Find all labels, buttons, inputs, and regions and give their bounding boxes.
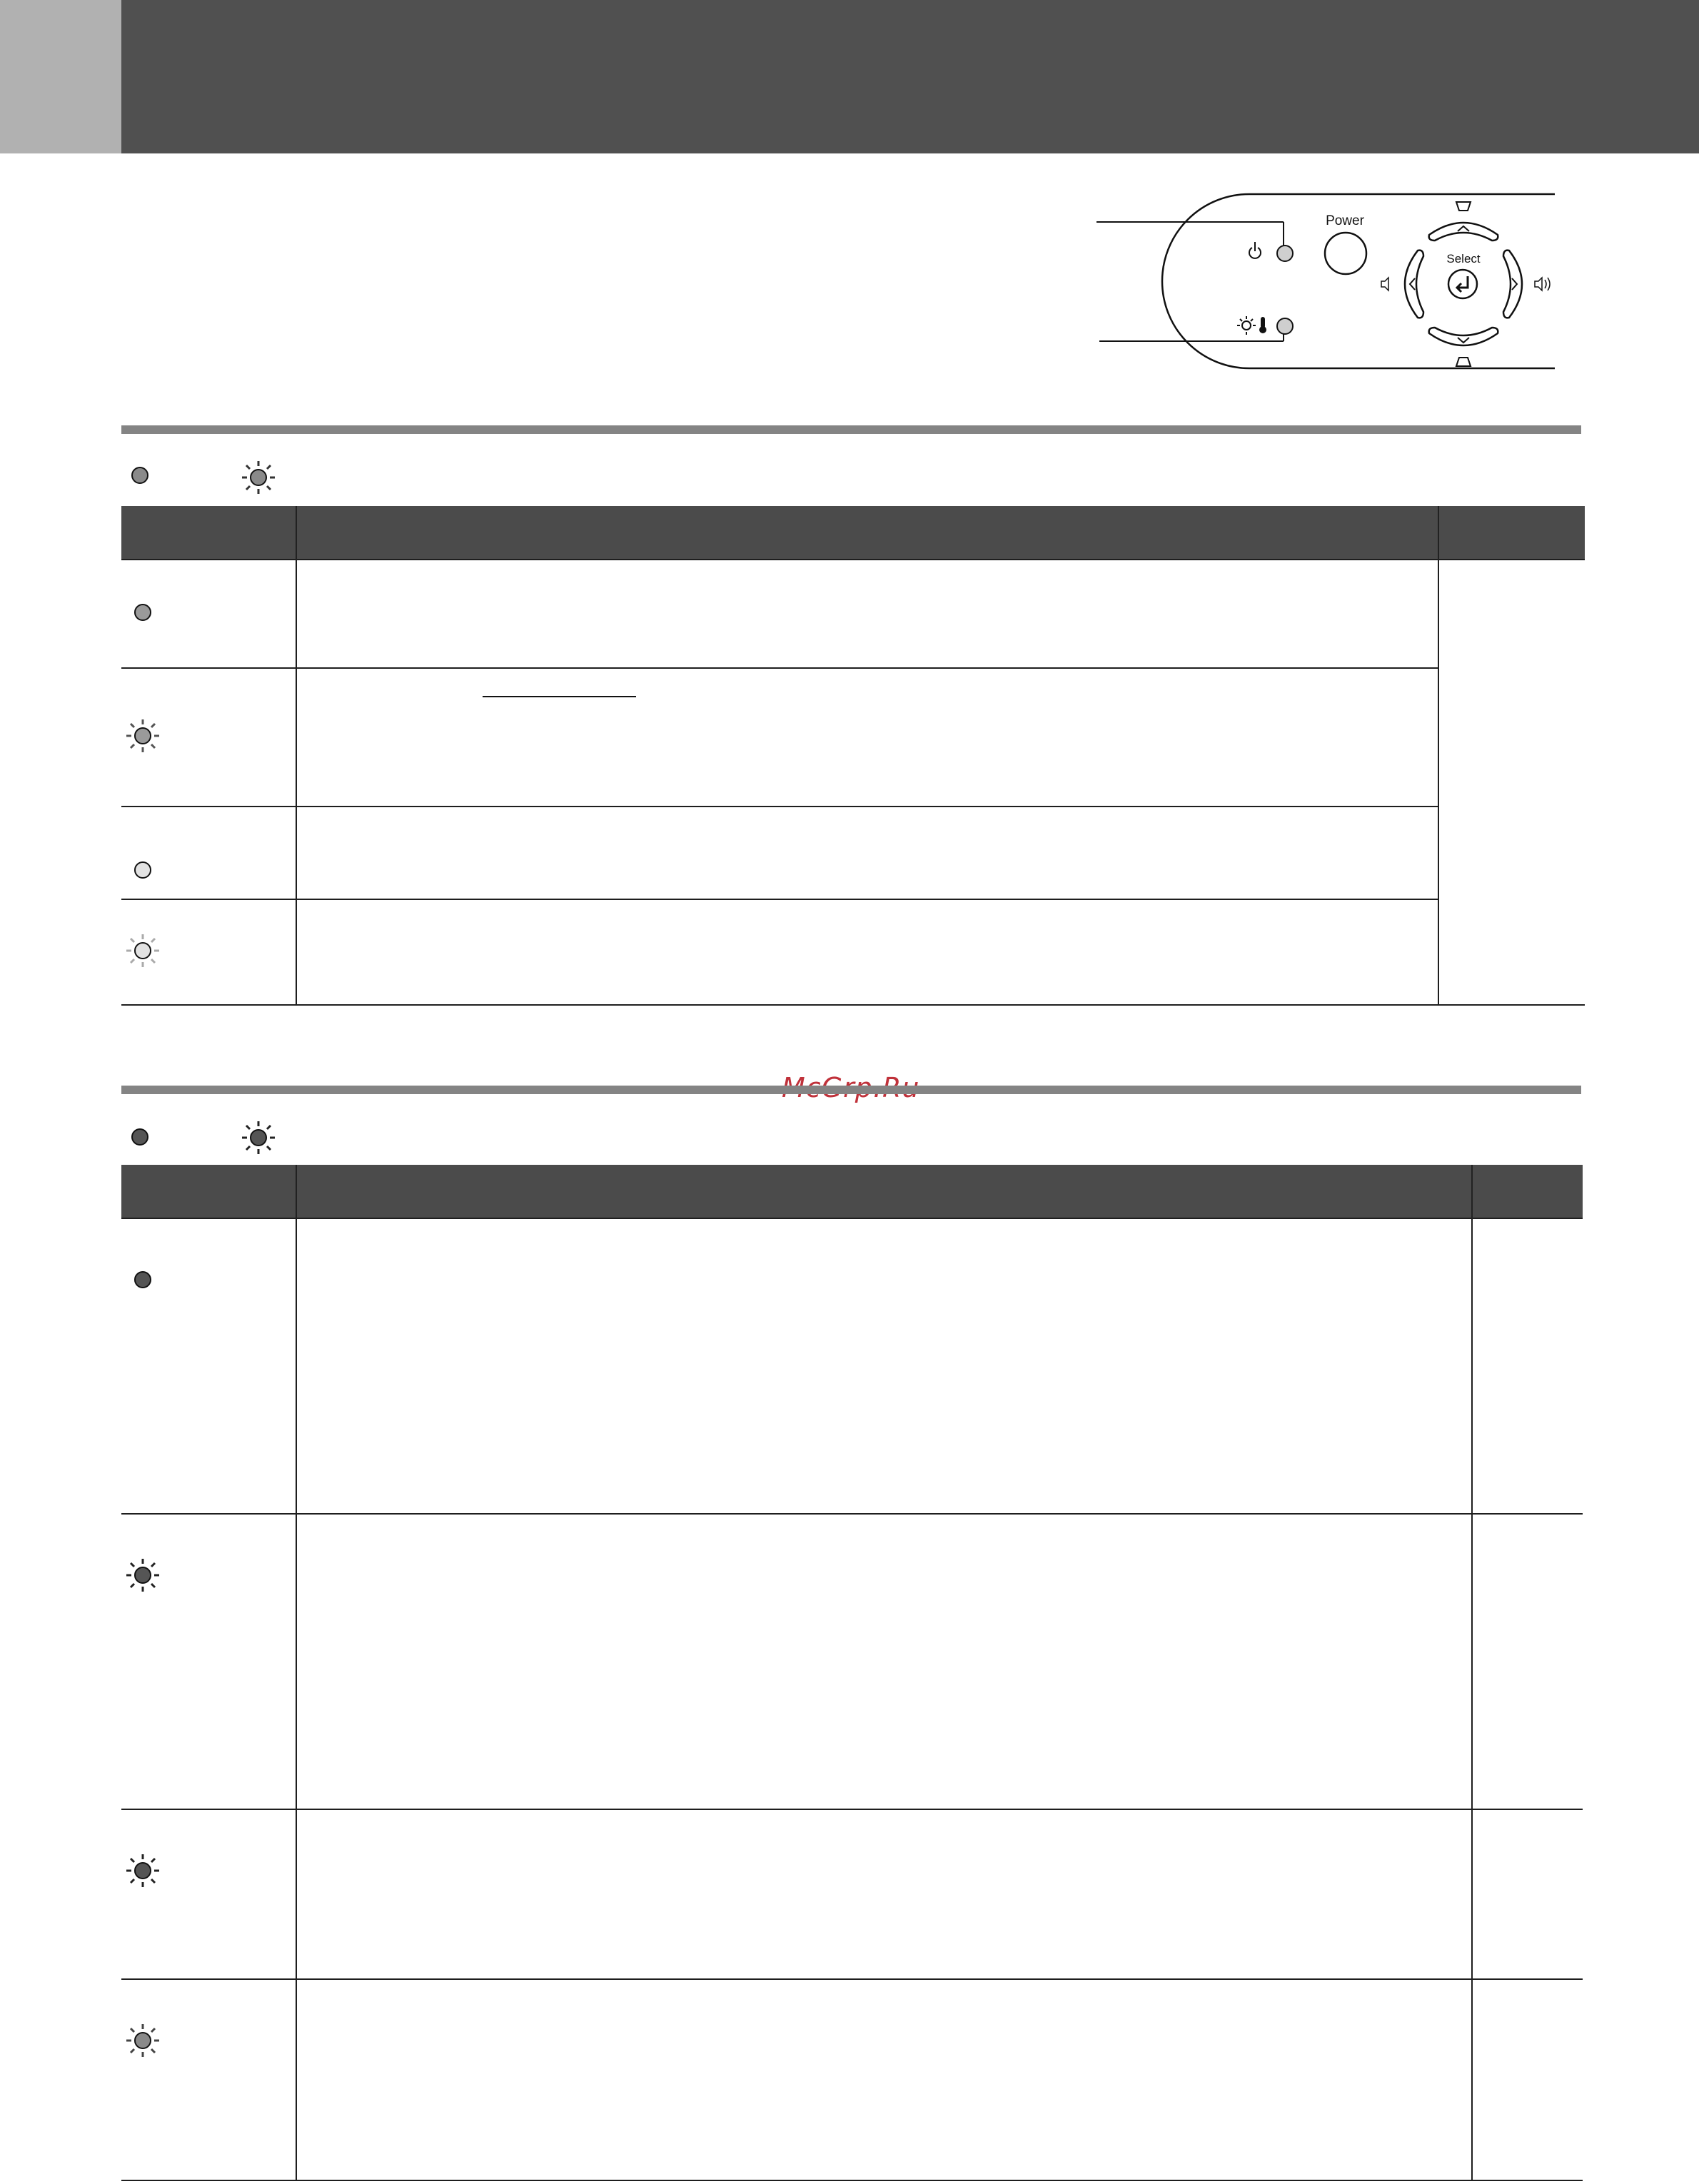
indicator-cell [121, 1218, 296, 1514]
column-header-status [296, 506, 1438, 560]
legend-row-1 [121, 455, 407, 497]
led-flashing-icon [126, 1854, 159, 1887]
page-ref-cell [1472, 1514, 1583, 1809]
select-button-label: Select [1446, 252, 1481, 266]
status-cell [296, 1809, 1472, 1979]
column-header-page [1438, 506, 1585, 560]
volume-up-icon [1535, 278, 1550, 290]
column-header-status [296, 1165, 1472, 1218]
text-underline [483, 696, 636, 697]
keystone-down-icon [1456, 358, 1471, 366]
status-cell [296, 1218, 1472, 1514]
led-off-icon [135, 862, 151, 878]
status-cell [296, 807, 1438, 899]
volume-down-icon [1381, 278, 1388, 290]
status-cell [296, 560, 1438, 668]
keystone-up-button[interactable] [1429, 223, 1498, 241]
page-ref-cell [1472, 1809, 1583, 1979]
indicator-cell [121, 1514, 296, 1809]
indicator-cell [121, 560, 296, 668]
volume-up-button[interactable] [1503, 251, 1522, 318]
page-ref-cell [1472, 1218, 1583, 1514]
section-rule-1 [121, 425, 1581, 434]
power-button[interactable] [1325, 233, 1366, 274]
table-row [121, 560, 1585, 668]
indicator-cell [121, 1979, 296, 2180]
keystone-down-button[interactable] [1429, 328, 1498, 345]
keystone-up-icon [1456, 202, 1471, 211]
led-off-flashing-icon [126, 934, 159, 967]
page-header-band [121, 0, 1699, 153]
status-cell [296, 899, 1438, 1005]
table-row [121, 899, 1585, 1005]
status-cell [296, 1514, 1472, 1809]
indicator-table-1 [121, 506, 1585, 1006]
column-header-indicator [121, 506, 296, 560]
led-flashing-icon [126, 2024, 159, 2057]
lamp-indicator-led [1277, 318, 1293, 334]
led-flashing-icon [126, 1559, 159, 1592]
table-row [121, 1809, 1583, 1979]
page-ref-cell [1472, 1979, 1583, 2180]
indicator-cell [121, 668, 296, 807]
indicator-table-2 [121, 1165, 1583, 2181]
led-lit-icon [132, 1129, 148, 1145]
legend-row-2 [121, 1115, 407, 1158]
indicator-cell [121, 807, 296, 899]
status-cell [296, 1979, 1472, 2180]
temperature-icon [1259, 317, 1266, 333]
table-row [121, 1979, 1583, 2180]
status-cell [296, 668, 1438, 807]
led-flashing-icon [126, 719, 159, 752]
led-lit-icon [135, 605, 151, 620]
select-button[interactable] [1448, 270, 1477, 298]
table-row [121, 807, 1585, 899]
table-row [121, 668, 1585, 807]
column-header-indicator [121, 1165, 296, 1218]
lamp-icon [1237, 316, 1256, 335]
table-row [121, 1514, 1583, 1809]
indicator-cell [121, 899, 296, 1005]
led-lit-icon [135, 1272, 151, 1288]
power-standby-icon [1249, 242, 1261, 258]
section-rule-2 [121, 1086, 1581, 1094]
indicator-cell [121, 1809, 296, 1979]
volume-down-button[interactable] [1405, 251, 1423, 318]
power-indicator-led [1277, 246, 1293, 261]
led-flashing-icon [242, 1121, 275, 1154]
control-panel-diagram [1092, 182, 1563, 382]
column-header-page [1472, 1165, 1583, 1218]
led-lit-icon [132, 467, 148, 483]
led-flashing-icon [242, 461, 275, 494]
page-ref-cell [1438, 560, 1585, 1005]
power-button-label: Power [1326, 213, 1364, 228]
chapter-tab [0, 0, 121, 153]
table-row [121, 1218, 1583, 1514]
